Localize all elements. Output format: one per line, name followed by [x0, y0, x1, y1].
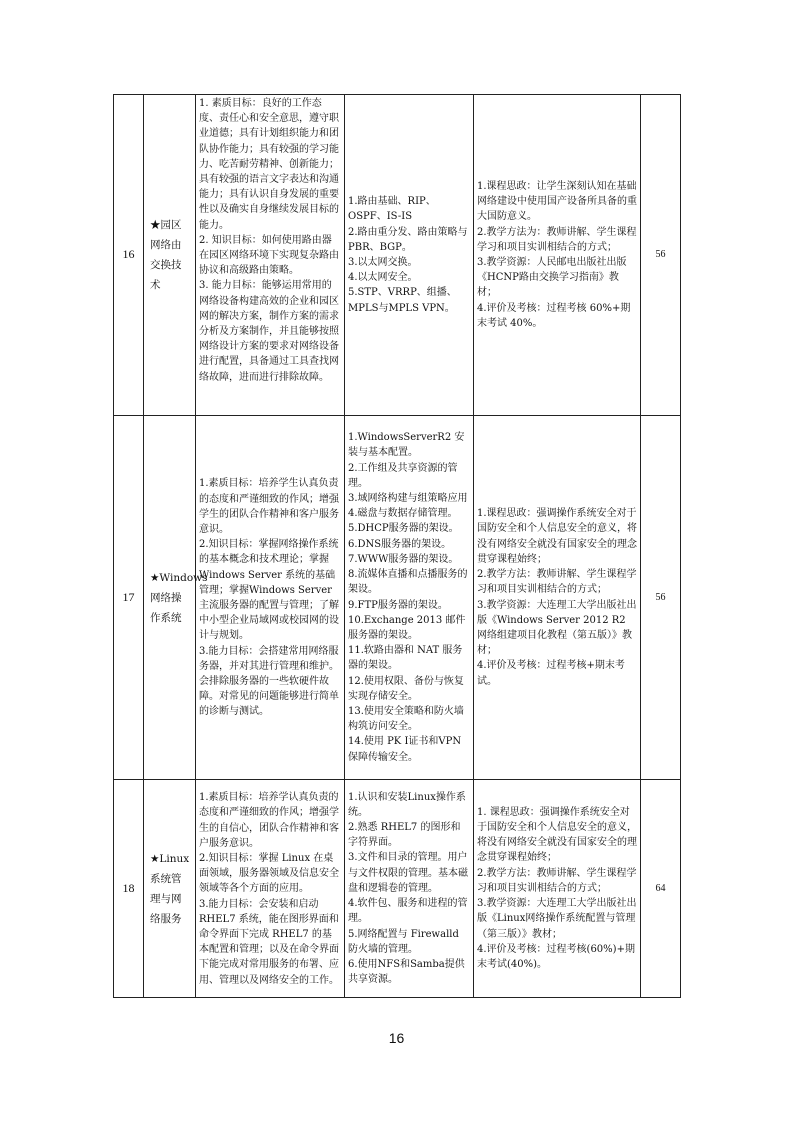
- course-content: [345, 780, 474, 998]
- method-item: 4.评价及考核：过程考核 60%+期末考试 40%。: [477, 302, 631, 329]
- goal-text: 2.知识目标：掌握网络操作系统的基本概念和技术理论；掌握 Windows Server 系统的基础管理；掌握Windows Server主流服务器的配置与管理；了解中小型企业局域网或校园网的设计与规划。: [199, 539, 339, 642]
- course-number: 16: [114, 95, 144, 416]
- goal-text: 3.能力目标：会搭建常用网络服务器，并对其进行管理和维护。会排除服务器的一些软硬件故障。对常见的问题能够进行简单的诊断与测试。: [199, 645, 339, 718]
- content-item: 3.文件和目录的管理。用户与文件权限的管理。基本磁盘和逻辑卷的管理。: [348, 852, 468, 894]
- content-item: 1.路由基础、RIP、OSPF、IS-IS: [348, 196, 436, 223]
- content-item: 5.STP、VRRP、组播、MPLS与MPLS VPN。: [348, 287, 457, 314]
- course-goals: [196, 95, 345, 416]
- content-item: 3.以太网交换。: [348, 257, 418, 268]
- method-item: 4.评价及考核：过程考核+期末考试。: [477, 660, 625, 687]
- teaching-method: [474, 95, 641, 416]
- content-item: 8.流媒体直播和点播服务的架设。: [348, 569, 468, 596]
- content-item: 4.软件包、服务和进程的管理。: [348, 898, 468, 925]
- method-item: 2.教学方法：教师讲解、学生课程学习和项目实训相结合的方式；: [477, 867, 637, 894]
- course-hours: 56: [641, 95, 681, 416]
- method-item: 3.教学资源：大连理工大学出版社出版《Linux网络操作系统配置与管理（第三版）》教材；: [477, 898, 637, 940]
- course-goals: [196, 780, 345, 998]
- method-item: 3.教学资源：大连理工大学出版社出版《Windows Server 2012 R2 网络组建项目化教程（第五版）》教材；: [477, 599, 637, 657]
- course-table: [113, 94, 681, 998]
- goal-text: 3.能力目标：会安装和启动 RHEL7 系统，能在图形界面和命令界面下完成 RHEL7 的基本配置和管理；以及在命令界面下能完成对常用服务的布署、应用、管理以及网络安全的工作。: [199, 898, 339, 986]
- goal-text: 1.素质目标：培养学生认真负责的态度和严谨细致的作风；增强学生的团队合作精神和客户服务意识。: [199, 478, 339, 535]
- teaching-method: [474, 780, 641, 998]
- goal-text: 1.素质目标：培养学认真负责的态度和严谨细致的作风；增强学生的自信心，团队合作精神和客户服务意识。: [199, 792, 339, 849]
- goal-text: 2.知识目标：掌握 Linux 在桌面领域，服务器领域及信息安全领域等各个方面的应用。: [199, 852, 339, 895]
- table-row: [114, 416, 681, 780]
- table-row: [114, 95, 681, 416]
- content-item: 12.使用权限、备份与恢复实现存储安全。: [348, 675, 464, 702]
- goal-text: 3. 能力目标：能够运用常用的网络设备构建高效的企业和园区网的解决方案，制作方案的需求分析及方案制作，并且能够按照网络设计方案的要求对网络设备进行配置，具备通过工具查找网络故障，进而进行排除故障。: [199, 280, 339, 383]
- content-item: 14.使用 PK I证书和VPN保障传输安全。: [348, 736, 462, 763]
- content-item: 6.使用NFS和Samba提供共享资源。: [348, 958, 465, 986]
- page-number: 16: [388, 1030, 405, 1046]
- content-item: 13.使用安全策略和防火墙构筑访问安全。: [348, 705, 464, 733]
- content-item: 2.工作组及共享资源的管理。: [348, 462, 458, 489]
- table-row: [114, 780, 681, 998]
- content-item: 6.DNS服务器的架设。: [348, 538, 452, 550]
- course-hours: 64: [641, 780, 681, 998]
- course-number: 18: [114, 780, 144, 998]
- content-item: 5.DHCP服务器的架设。: [348, 523, 459, 535]
- course-content: [345, 416, 474, 780]
- method-item: 1.课程思政：强调操作系统安全对于国防安全和个人信息安全的意义，将没有网络安全就没有国家安全的理念贯穿课程始终；: [477, 508, 637, 565]
- content-item: 2.熟悉 RHEL7 的图形和字符界面。: [348, 822, 461, 849]
- content-item: 4.以太网安全。: [348, 272, 418, 284]
- content-item: 4.磁盘与数据存储管理。: [348, 508, 458, 520]
- content-item: 3.域网络构建与组策略应用: [348, 493, 468, 505]
- content-item: 2.路由重分发、路由策略与PBR、BGP。: [348, 226, 468, 253]
- method-item: 1.课程思政：让学生深刻认知在基础网络建设中使用国产设备所具备的重大国防意义。: [477, 180, 637, 223]
- course-name: ★园区网络由交换技术: [144, 95, 196, 416]
- content-item: 7.WWW服务器的架设。: [348, 553, 459, 565]
- content-item: 11.软路由器和 NAT 服务器的架设。: [348, 645, 463, 672]
- method-item: 2.教学方法为：教师讲解、学生课程学习和项目实训相结合的方式；: [477, 226, 637, 253]
- method-item: 2.教学方法：教师讲解、学生课程学习和项目实训相结合的方式；: [477, 569, 637, 596]
- method-item: 3.教学资源：人民邮电出版社出版《HCNP路由交换学习指南》教材；: [477, 257, 627, 299]
- content-item: 1.WindowsServerR2 安装与基本配置。: [348, 432, 465, 459]
- course-content: [345, 95, 474, 416]
- course-name: ★Linux系统管理与网络服务: [144, 780, 196, 998]
- content-item: 10.Exchange 2013 邮件服务器的架设。: [348, 614, 466, 641]
- course-hours: 56: [641, 416, 681, 780]
- course-number: 17: [114, 416, 144, 780]
- teaching-method: [474, 416, 641, 780]
- content-item: 9.FTP服务器的架设。: [348, 599, 448, 611]
- course-goals: [196, 416, 345, 780]
- content-item: 5.网络配置与 Firewalld 防火墙的管理。: [348, 928, 459, 955]
- goal-text: 2. 知识目标：如何使用路由器在园区网络环境下实现复杂路由协议和高级路由策略。: [199, 234, 339, 277]
- method-item: 4.评价及考核：过程考核(60%)+期末考试(40%)。: [477, 943, 635, 970]
- content-item: 1.认识和安装Linux操作系统。: [348, 791, 466, 818]
- goal-text: 1. 素质目标：良好的工作态度、责任心和安全意思，遵守职业道德；具有计划组织能力和团队协作能力；具有较强的学习能力、吃苦耐劳精神、创新能力；具有较强的语言文字表达和沟通能力；具有认识自身发展的重要性以及确实自身继续发展目标的能力。: [199, 98, 339, 231]
- course-name: ★Windows网络操作系统: [144, 416, 196, 780]
- method-item: 1. 课程思政：强调操作系统安全对于国防安全和个人信息安全的意义，将没有网络安全就没有国家安全的理念贯穿课程始终；: [477, 806, 637, 864]
